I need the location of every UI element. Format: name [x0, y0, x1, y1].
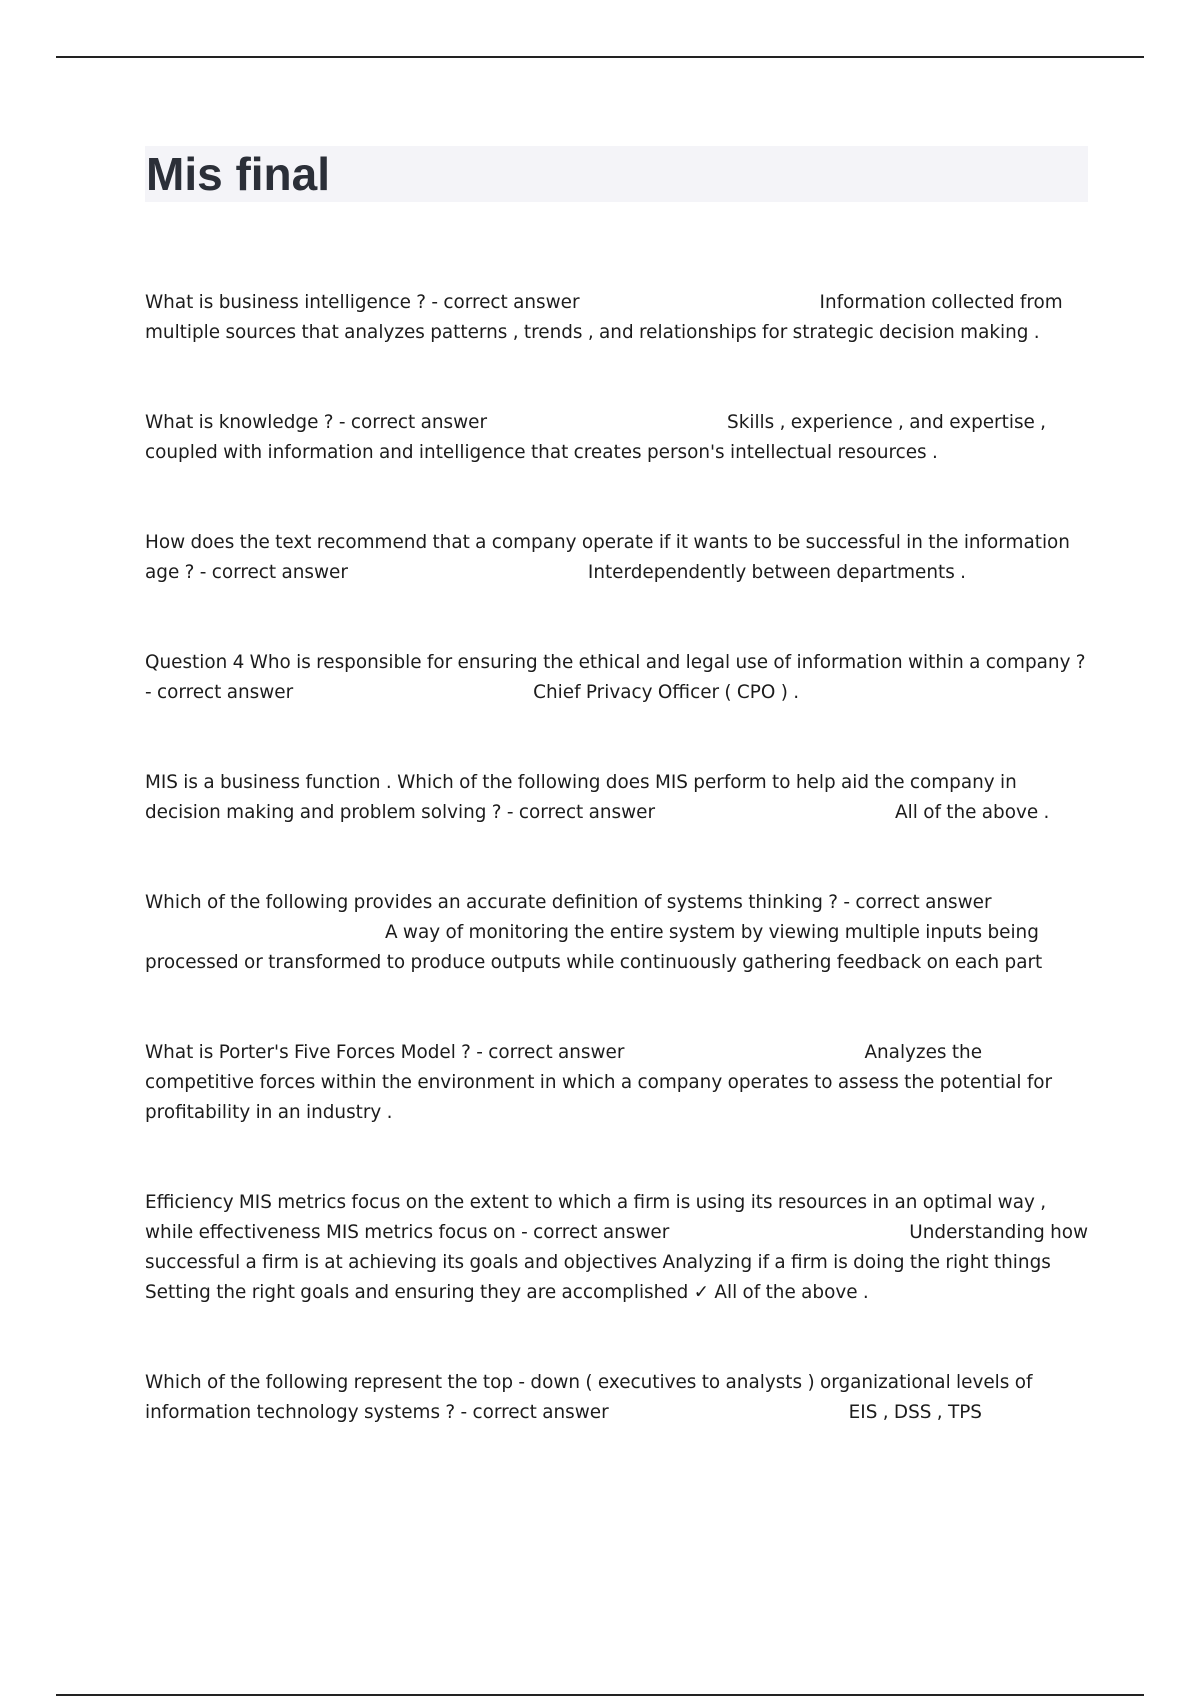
answer-marker: - correct answer	[843, 892, 992, 913]
qa-item	[145, 1188, 1094, 1308]
answer-marker: - correct answer	[476, 1042, 625, 1063]
header-rule	[56, 56, 1144, 58]
answer-text: Chief Privacy Officer ( CPO ) .	[533, 682, 800, 703]
qa-item	[145, 528, 1090, 588]
question-text: How does the text recommend that a company operate if it wants to be successful in the information age ?	[145, 532, 1076, 583]
question-text: MIS is a business function . Which of the following does MIS perform to help aid the company in decision making and problem solving ?	[145, 772, 1023, 823]
qa-list	[145, 288, 1094, 1428]
question-text: Question 4 Who is responsible for ensuring the ethical and legal use of information within a company ?	[145, 652, 1086, 673]
document-title: Mis final	[146, 148, 331, 200]
answer-text: Information collected from multiple sources that analyzes patterns , trends , and relationships for strategic decision making .	[145, 292, 1069, 343]
question-text: Which of the following represent the top - down ( executives to analysts ) organizational levels of information technology systems ?	[145, 1372, 1038, 1423]
qa-item	[145, 648, 1090, 708]
answer-marker: - correct answer	[338, 412, 488, 433]
question-text: What is knowledge ?	[145, 412, 334, 433]
answer-text: A way of monitoring the entire system by viewing multiple inputs being processed or transformed to produce outputs while continuously gathering feedback on each part	[145, 922, 1045, 973]
answer-marker: - correct answer	[506, 802, 656, 823]
qa-item	[145, 768, 1090, 828]
answer-text: Skills , experience , and expertise , coupled with information and intelligence that creates person's intellectual resources .	[145, 412, 1052, 463]
answer-marker: - correct answer	[199, 562, 348, 583]
question-text: What is business intelligence ?	[145, 292, 426, 313]
qa-item	[145, 1038, 1090, 1128]
question-text: Efficiency MIS metrics focus on the extent to which a firm is using its resources in an optimal way , while effectiveness MIS metrics focus on	[145, 1192, 1052, 1243]
answer-marker: - correct answer	[460, 1402, 609, 1423]
footer-rule	[56, 1694, 1144, 1696]
answer-marker: - correct answer	[431, 292, 580, 313]
answer-text: Understanding how successful a firm is at achieving its goals and objectives Analyzing if a firm is doing the right things Setting the right goals and ensuring they are accomplished ✓ All of the above .	[145, 1222, 1094, 1303]
answer-text: All of the above .	[895, 802, 1050, 823]
qa-item	[145, 1368, 1090, 1428]
answer-text: Interdependently between departments .	[587, 562, 967, 583]
answer-text: Analyzes the competitive forces within the environment in which a company operates to assess the potential for profitability in an industry .	[145, 1042, 1058, 1123]
question-text: Which of the following provides an accurate definition of systems thinking ?	[145, 892, 839, 913]
qa-item	[145, 288, 1090, 348]
answer-marker: - correct answer	[521, 1222, 670, 1243]
answer-marker: - correct answer	[145, 682, 294, 703]
answer-text: EIS , DSS , TPS	[848, 1402, 982, 1423]
question-text: What is Porter's Five Forces Model ?	[145, 1042, 471, 1063]
qa-item	[145, 408, 1090, 468]
qa-item	[145, 888, 1090, 978]
